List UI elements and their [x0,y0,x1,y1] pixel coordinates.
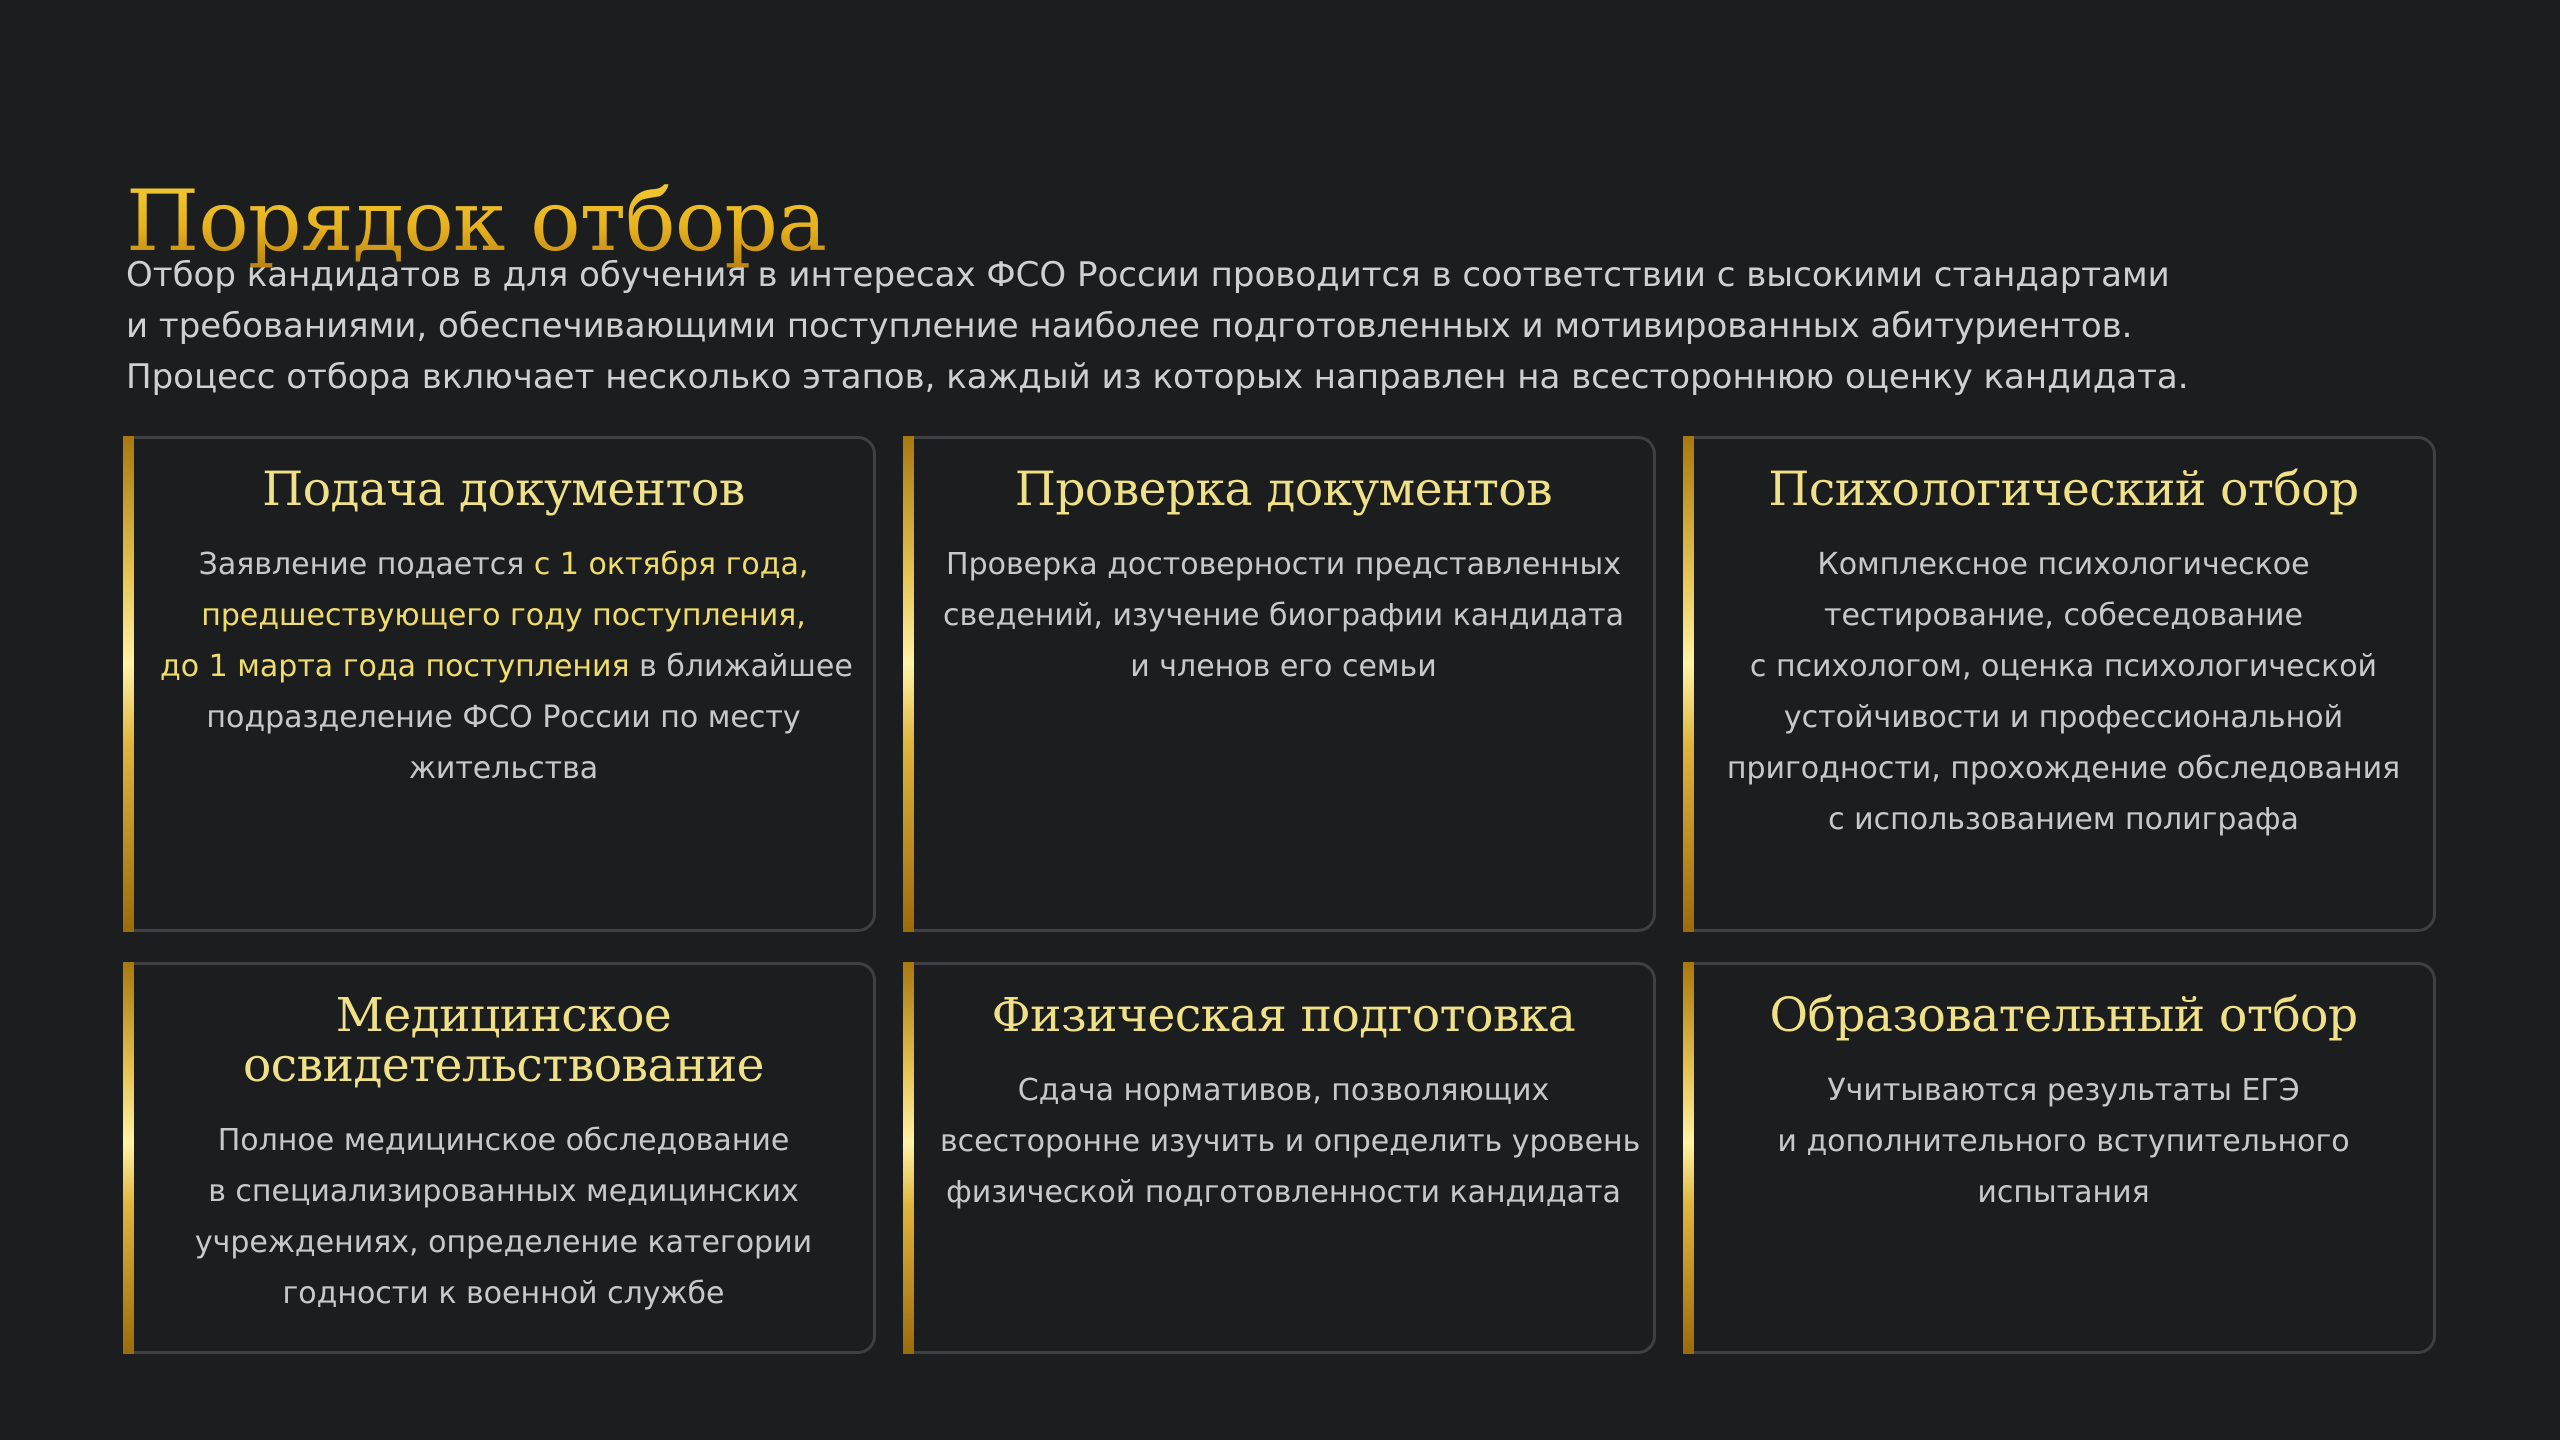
text-segment: Заявление подается [198,547,534,582]
card-text-line: Комплексное психологическое [1817,547,2310,582]
gold-accent-bar [1683,962,1694,1354]
card-text [940,1065,1641,1218]
card-text-line: тестирование, собеседование [1824,598,2303,633]
card-text-line: Сдача нормативов, позволяющих [1017,1073,1550,1108]
stage-card-document-submission [130,436,876,932]
card-title-line: освидетельствование [243,1038,764,1093]
page-title: Порядок отбора [126,166,826,276]
card-text-line: устойчивости и профессиональной [1783,700,2344,735]
card-text-line: физической подготовленности кандидата [946,1175,1621,1210]
card-title: Физическая подготовка [991,988,1576,1043]
card-text-line: с использованием полиграфа [1828,802,2299,837]
card-text-line: жительства [408,751,599,786]
gold-accent-bar [903,962,914,1354]
gold-accent-bar [903,436,914,932]
card-text-line: Проверка достоверности представленных [946,547,1621,582]
card-text [1720,1065,2407,1218]
intro-line: и требованиями, обеспечивающими поступление наиболее подготовленных и мотивированных абитуриентов. [126,306,2133,346]
card-text-line [160,641,853,692]
stage-card-document-verification [910,436,1656,932]
stage-card-medical-examination [130,962,876,1354]
card-text-line: Учитываются результаты ЕГЭ [1827,1073,2300,1108]
intro-line: Отбор кандидатов в для обучения в интересах ФСО России проводится в соответствии с высокими стандартами [126,255,2170,295]
card-text-line: и членов его семьи [1130,649,1437,684]
card-title: Образовательный отбор [1769,988,2358,1043]
card-text-line: сведений, изучение биографии кандидата [942,598,1625,633]
card-title [154,988,853,1093]
highlighted-date: с 1 октября года, [533,547,809,582]
card-text [160,1115,847,1319]
highlighted-date: предшествующего году поступления, [201,598,806,633]
card-text-line: пригодности, прохождение обследования [1726,751,2401,786]
card-text-line: испытания [1977,1175,2150,1210]
card-title-line: Медицинское [335,988,672,1043]
card-text-line: в специализированных медицинских [208,1174,799,1209]
gold-accent-bar [1683,436,1694,932]
stage-card-educational-selection [1690,962,2436,1354]
stage-card-physical-fitness [910,962,1656,1354]
gold-accent-bar [123,962,134,1354]
gold-accent-bar [123,436,134,932]
card-text-line: и дополнительного вступительного [1777,1124,2350,1159]
card-text-line: учреждениях, определение категории [194,1225,813,1260]
card-text [160,539,853,794]
card-text [1720,539,2407,845]
card-title: Подача документов [262,462,745,517]
card-text-line: подразделение ФСО России по месту [206,700,801,735]
card-text-line: всесторонне изучить и определить уровень [940,1124,1641,1159]
card-title: Проверка документов [1014,462,1553,517]
card-text-line [160,539,847,590]
card-text-line: Полное медицинское обследование [217,1123,790,1158]
card-title: Психологический отбор [1768,462,2359,517]
stage-card-psychological-selection [1690,436,2436,932]
intro-line: Процесс отбора включает несколько этапов, каждый из которых направлен на всестороннюю оценку кандидата. [126,357,2189,397]
highlighted-date: до 1 марта года поступления [160,649,630,684]
card-text [940,539,1627,692]
card-text-line: с психологом, оценка психологической [1749,649,2378,684]
intro-paragraph [126,250,2189,403]
card-text-line: годности к военной службе [282,1276,725,1311]
text-segment: в ближайшее [629,649,853,684]
